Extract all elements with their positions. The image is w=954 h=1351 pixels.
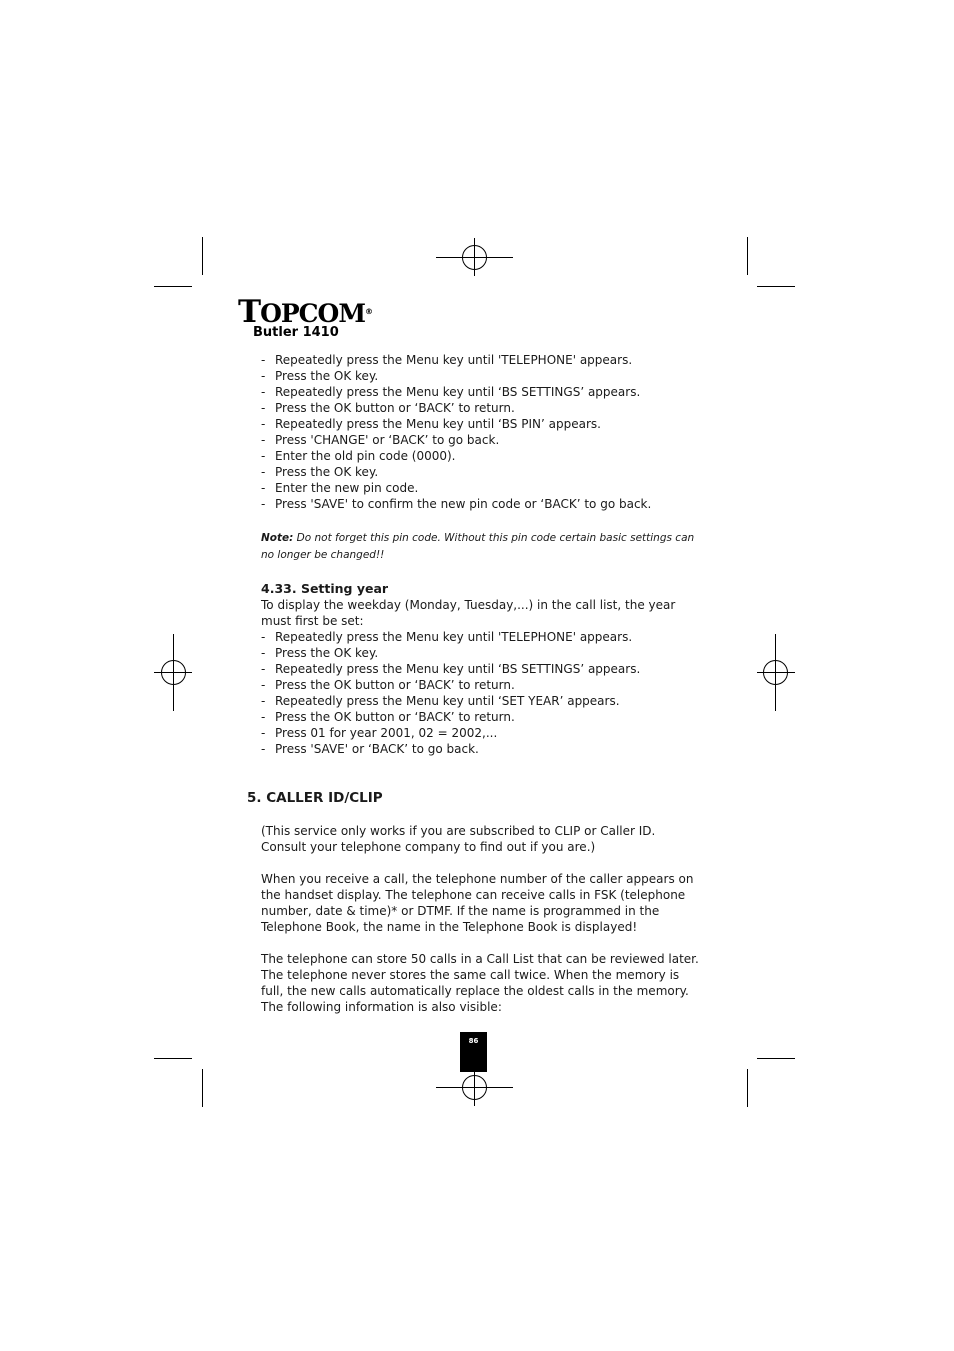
- list-item: - Press the OK key.: [261, 368, 701, 384]
- note-text: Do not forget this pin code. Without this pin code certain basic settings can no longer be changed!!: [261, 532, 695, 561]
- setting-year-steps: [261, 629, 701, 757]
- model-name: Butler 1410: [253, 325, 339, 340]
- list-item: - Press 'SAVE' or ‘BACK’ to go back.: [261, 741, 701, 757]
- registration-circle: [462, 1075, 487, 1100]
- section-intro: To display the weekday (Monday, Tuesday,...) in the call list, the year must first be set:: [261, 598, 676, 628]
- paragraph: (This service only works if you are subscribed to CLIP or Caller ID. Consult your telephone company to find out if you are.): [261, 824, 656, 854]
- list-item: - Repeatedly press the Menu key until ‘BS SETTINGS’ appears.: [261, 661, 701, 677]
- list-item: - Enter the new pin code.: [261, 480, 701, 496]
- note-label: Note:: [261, 532, 294, 544]
- pin-change-steps: [261, 352, 701, 512]
- list-item: - Repeatedly press the Menu key until ‘BS PIN’ appears.: [261, 416, 701, 432]
- crop-mark: [202, 237, 203, 275]
- chapter-heading: 5. CALLER ID/CLIP: [247, 790, 383, 806]
- list-item: - Press 'SAVE' to confirm the new pin code or ‘BACK’ to go back.: [261, 496, 701, 512]
- registration-circle: [763, 660, 788, 685]
- list-item: - Repeatedly press the Menu key until 'TELEPHONE' appears.: [261, 629, 701, 645]
- list-item: - Repeatedly press the Menu key until ‘SET YEAR’ appears.: [261, 693, 701, 709]
- crop-mark: [747, 237, 748, 275]
- list-item: - Press the OK button or ‘BACK’ to return.: [261, 709, 701, 725]
- list-item: - Repeatedly press the Menu key until 'TELEPHONE' appears.: [261, 352, 701, 368]
- note: [261, 530, 701, 564]
- list-item: - Press the OK key.: [261, 464, 701, 480]
- list-item: - Enter the old pin code (0000).: [261, 448, 701, 464]
- registration-circle: [462, 245, 487, 270]
- list-item: - Press the OK key.: [261, 645, 701, 661]
- crop-mark: [757, 1058, 795, 1059]
- crop-mark: [154, 286, 192, 287]
- brand-logo: TOPCOM®: [238, 294, 374, 330]
- paragraph: The telephone can store 50 calls in a Call List that can be reviewed later. The telephone never stores the same call twice. When the memory is full, the new calls automatically replace the oldest calls in the memory. The following information is also visible:: [261, 952, 699, 1014]
- list-item: - Press the OK button or ‘BACK’ to return.: [261, 677, 701, 693]
- crop-mark: [747, 1069, 748, 1107]
- list-item: - Press 'CHANGE' or ‘BACK’ to go back.: [261, 432, 701, 448]
- registration-circle: [161, 660, 186, 685]
- page-number: 86: [460, 1032, 487, 1072]
- crop-mark: [757, 286, 795, 287]
- list-item: - Press the OK button or ‘BACK’ to return.: [261, 400, 701, 416]
- crop-mark: [202, 1069, 203, 1107]
- paragraph: When you receive a call, the telephone number of the caller appears on the handset display. The telephone can receive calls in FSK (telephone number, date & time)* or DTMF. If the name is programmed in the Telephone Book, the name in the Telephone Book is displayed!: [261, 872, 694, 934]
- crop-mark: [154, 1058, 192, 1059]
- list-item: - Press 01 for year 2001, 02 = 2002,...: [261, 725, 701, 741]
- list-item: - Repeatedly press the Menu key until ‘BS SETTINGS’ appears.: [261, 384, 701, 400]
- section-heading: 4.33. Setting year: [261, 581, 389, 596]
